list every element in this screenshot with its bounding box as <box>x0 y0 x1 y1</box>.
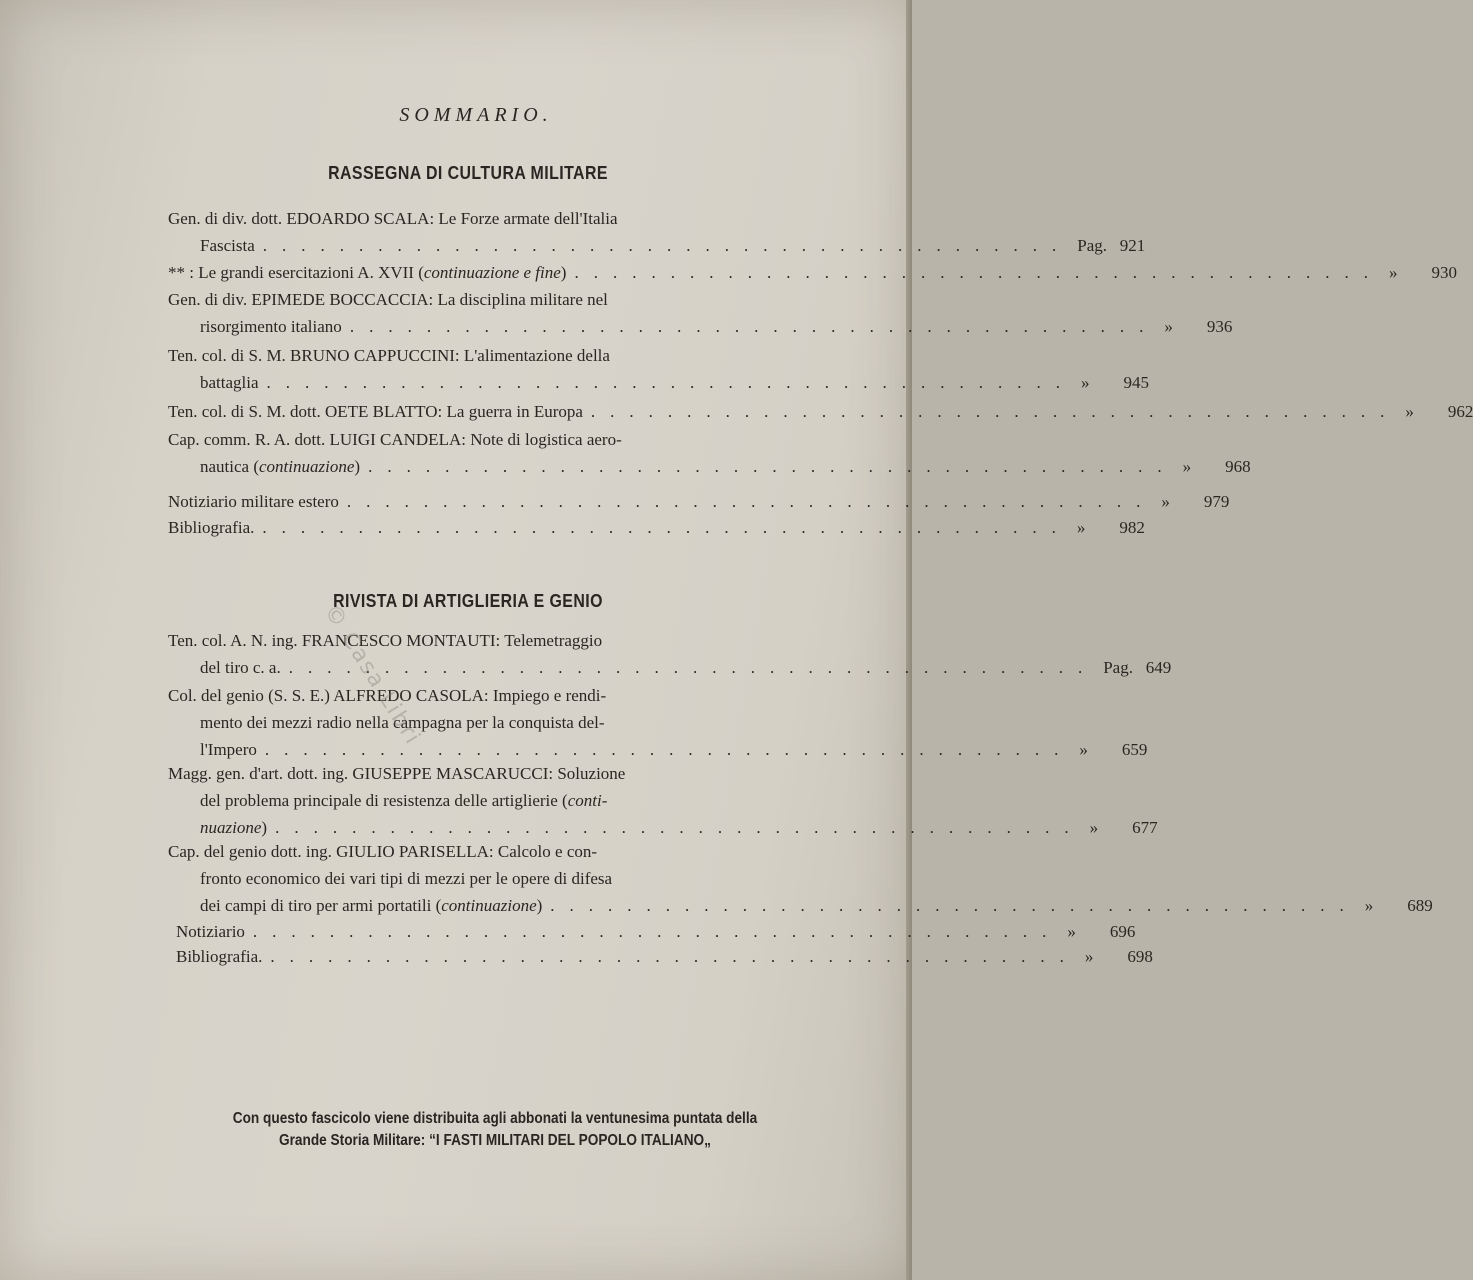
watermark: © Casa Libri <box>318 600 426 751</box>
footer-note-line1: Con questo fascicolo viene distribuita agli abbonati la ventunesima puntata della <box>232 1110 758 1127</box>
section-title-rassegna: RASSEGNA DI CULTURA MILITARE <box>328 162 608 183</box>
footer-note-line2: Grande Storia Militare: “I FASTI MILITARI DEL POPOLO ITALIANO„ <box>279 1132 711 1149</box>
entry-text: Ten. col. A. N. ing. FRANCESCO MONTAUTI: Telemetraggio <box>168 631 603 650</box>
toc-entry <box>168 286 1233 340</box>
page-edge <box>906 0 912 1280</box>
entry-text: Gen. di div. dott. EDOARDO SCALA: Le Forze armate dell'Italia <box>168 209 618 228</box>
toc-entry <box>168 205 1146 259</box>
page-number: 698 <box>1127 947 1153 966</box>
entry-text: Ten. col. di S. M. dott. OETE BLATTO: La guerra in Europa .......................................... » 962 <box>168 398 794 425</box>
section-title-rivista: RIVISTA DI ARTIGLIERIA E GENIO <box>333 590 603 611</box>
toc-entry <box>168 627 1172 681</box>
entry-text: nuazione ) .......................................... » 677 <box>168 814 794 841</box>
toc-entry <box>176 943 1153 970</box>
entry-text: Cap. comm. R. A. dott. LUIGI CANDELA: Note di logistica aero- <box>168 430 622 449</box>
page-number: 921 <box>1119 236 1146 255</box>
toc-entry <box>168 488 1230 515</box>
entry-text: battaglia .......................................... » 945 <box>168 369 794 396</box>
toc-entry <box>168 259 1457 286</box>
entry-text: Bibliografia. .......................................... » 698 <box>176 943 794 970</box>
entry-text: dei campi di tiro per armi portatili ( continuazione ) .......................................... » 689 <box>168 892 794 919</box>
page-number: 696 <box>1109 922 1136 941</box>
page-number: 649 <box>1145 658 1172 677</box>
entry-text: l'Impero .......................................... » 659 <box>168 736 794 763</box>
entry-text: mento dei mezzi radio nella campagna per la conquista del- <box>200 713 605 732</box>
entry-text: fronto economico dei vari tipi di mezzi per le opere di difesa <box>200 869 613 888</box>
entry-text: del tiro c. a. .......................................... Pag. 649 <box>168 654 794 681</box>
page-number: 936 <box>1206 317 1233 336</box>
entry-text: nautica ( continuazione ) .......................................... » 968 <box>168 453 794 480</box>
entry-text: Notiziario .......................................... » 696 <box>176 918 794 945</box>
page-title: SOMMARIO. <box>399 104 553 126</box>
toc-entry <box>176 918 1136 945</box>
entry-text: Notiziario militare estero .......................................... » 979 <box>168 488 794 515</box>
entry-text: risorgimento italiano .......................................... » 936 <box>168 313 794 340</box>
entry-text: Fascista .......................................... Pag. 921 <box>168 232 794 259</box>
page-number: 930 <box>1431 263 1457 282</box>
toc-entry <box>168 514 1145 541</box>
entry-text: Gen. di div. EPIMEDE BOCCACCIA: La disciplina militare nel <box>168 290 608 309</box>
toc-entry <box>168 682 1148 763</box>
page-number: 979 <box>1203 492 1230 511</box>
entry-text: Magg. gen. d'art. dott. ing. GIUSEPPE MASCARUCCI: Soluzione <box>168 764 626 783</box>
toc-entry <box>168 760 1158 841</box>
page-number: 659 <box>1121 740 1148 759</box>
entry-text: Cap. del genio dott. ing. GIULIO PARISELLA: Calcolo e con- <box>168 842 598 861</box>
toc-entry <box>168 838 1433 919</box>
entry-text: del problema principale di resistenza delle artiglierie ( conti- <box>200 791 608 810</box>
entry-text: ** : Le grandi esercitazioni A. XVII ( continuazione e fine ) .......................................... » 930 <box>168 259 794 286</box>
page-number: 968 <box>1225 457 1251 476</box>
page-number: 677 <box>1132 818 1158 837</box>
toc-entry <box>168 426 1251 480</box>
entry-text: Bibliografia. .......................................... » 982 <box>168 514 794 541</box>
toc-entry <box>168 342 1150 396</box>
page-number: 945 <box>1123 373 1150 392</box>
entry-text: Col. del genio (S. S. E.) ALFREDO CASOLA: Impiego e rendi- <box>168 686 607 705</box>
page-number: 689 <box>1407 896 1433 915</box>
entry-text: Ten. col. di S. M. BRUNO CAPPUCCINI: L'alimentazione della <box>168 346 610 365</box>
page-number: 962 <box>1447 402 1473 421</box>
page-number: 982 <box>1119 518 1145 537</box>
toc-entry <box>168 398 1473 425</box>
